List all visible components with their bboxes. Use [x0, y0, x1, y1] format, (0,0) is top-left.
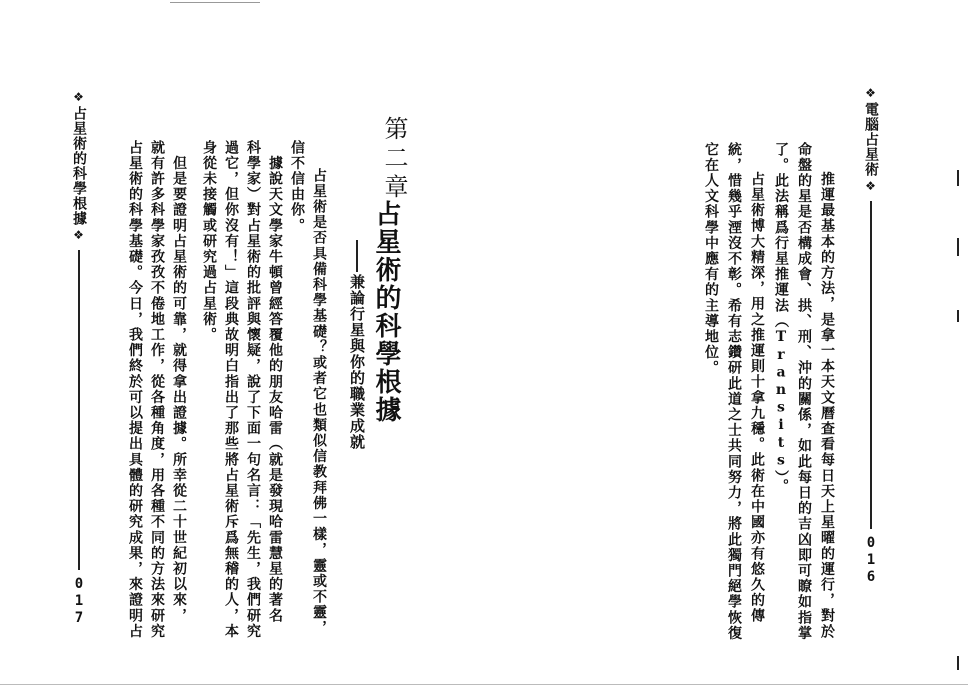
diamond-ornament-icon: ❖ — [73, 90, 85, 104]
left-running-header — [72, 88, 86, 627]
text-column: 推運最基本的方法，是拿一本天文曆查看每日天上星曜的運行，對於 — [819, 156, 835, 640]
scan-edge-mark — [957, 656, 959, 670]
text-column: 據說天文學家牛頓曾經答覆他的朋友哈雷（就是發現哈雷慧星的著名 — [267, 140, 283, 624]
diamond-ornament-icon: ❖ — [865, 179, 877, 193]
text-column: 科學家）對占星術的批評與懷疑，說了下面一句名言：「先生，我們研究 — [245, 140, 261, 640]
scan-edge-mark — [957, 170, 959, 186]
text-column: 了。此法稱爲行星推運法（Transits）。 — [773, 142, 789, 495]
text-column: 身從未接觸或研究過占星術。 — [201, 140, 217, 343]
right-page-number: 016 — [863, 535, 879, 586]
text-column: 信不信由你。 — [289, 140, 305, 234]
text-column: 占星術的科學基礎。今日，我們終於可以提出具體的研究成果，來證明占 — [127, 140, 143, 640]
left-page-number: 017 — [71, 576, 87, 627]
text-column: 但是要證明占星術的可靠，就得拿出證據。所幸從二十世紀初以來， — [171, 140, 187, 624]
text-column: 就有許多科學家孜孜不倦地工作，從各種角度，用各種不同的方法來研究 — [149, 140, 165, 640]
chapter-label: 第二章 — [380, 116, 408, 203]
scan-edge-mark — [957, 238, 959, 256]
header-rule — [78, 250, 80, 570]
text-column: 它在人文科學中應有的主導地位。 — [703, 142, 719, 376]
chapter-subtitle: 兼論行星與你的職業成就 — [348, 274, 366, 450]
right-running-title: 電腦占星術 — [863, 102, 879, 177]
chapter-title: 占星術的科學根據 — [371, 200, 401, 424]
scan-edge-mark — [957, 310, 959, 322]
left-running-title: 占星術的科學根據 — [71, 106, 87, 226]
text-column: 占星術是否具備科學基礎？或者它也類似信教拜佛一樣，靈或不靈， — [311, 168, 327, 636]
text-column: 命盤的星是否構成會、拱、刑、沖的關係，如此每日的吉凶即可瞭如指掌 — [796, 142, 812, 642]
subtitle-dash — [356, 240, 358, 272]
chapter-subtitle-block — [349, 240, 364, 450]
text-column: 占星術博大精深，用之推運則十拿九穩。此術在中國亦有悠久的傳 — [749, 156, 765, 624]
right-running-header — [864, 84, 878, 586]
text-column: 統，惜幾乎湮沒不彰。希有志鑽研此道之士共同努力，將此獨門絕學恢復 — [726, 142, 742, 642]
diamond-ornament-icon: ❖ — [73, 228, 85, 242]
diamond-ornament-icon: ❖ — [865, 86, 877, 100]
text-column: 過它，但你沒有！」這段典故明白指出了那些將占星術斥爲無稽的人，本 — [223, 140, 239, 640]
header-rule — [870, 201, 872, 529]
scan-edge-mark — [170, 2, 260, 3]
